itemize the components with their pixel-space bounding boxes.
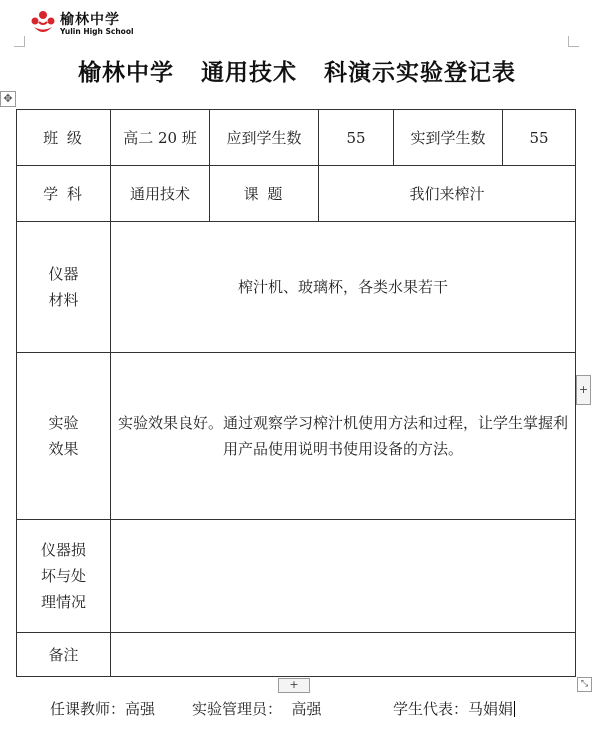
student-rep-line[interactable] bbox=[393, 698, 515, 719]
damage-value[interactable] bbox=[111, 520, 576, 633]
experiment-register-table bbox=[16, 109, 576, 677]
damage-label-line2: 坏与处 bbox=[40, 567, 86, 585]
add-column-button[interactable]: + bbox=[576, 375, 591, 405]
table-resize-handle-icon[interactable]: ⤡ bbox=[577, 677, 592, 692]
topic-value[interactable]: 我们来榨汁 bbox=[319, 166, 576, 222]
damage-label bbox=[17, 520, 111, 633]
equipment-label-line2: 材料 bbox=[48, 291, 79, 309]
expected-students-value[interactable]: 55 bbox=[319, 110, 394, 166]
table-row bbox=[17, 353, 576, 520]
table-row bbox=[17, 520, 576, 633]
topic-label: 课 题 bbox=[210, 166, 319, 222]
expected-students-label: 应到学生数 bbox=[210, 110, 319, 166]
actual-students-label: 实到学生数 bbox=[394, 110, 503, 166]
result-value[interactable]: 实验效果良好。通过观察学习榨汁机使用方法和过程，让学生掌握利用产品使用说明书使用设备的方法。 bbox=[111, 353, 576, 520]
damage-label-line1: 仪器损 bbox=[40, 541, 86, 559]
student-rep-signature: 学生代表：马娟娟 bbox=[393, 700, 514, 718]
class-value[interactable]: 高二 20 班 bbox=[111, 110, 210, 166]
margin-corner-right bbox=[568, 36, 579, 47]
remarks-value[interactable] bbox=[111, 633, 576, 677]
equipment-value[interactable]: 榨汁机、玻璃杯，各类水果若干 bbox=[111, 222, 576, 353]
actual-students-value[interactable]: 55 bbox=[503, 110, 576, 166]
text-cursor bbox=[514, 701, 515, 717]
teacher-signature: 任课教师：高强 bbox=[50, 700, 156, 718]
logo-text-en: Yulin High School bbox=[60, 27, 134, 36]
subject-value[interactable]: 通用技术 bbox=[111, 166, 210, 222]
lab-manager-signature: 实验管理员： 高强 bbox=[192, 700, 322, 718]
result-label-line1: 实验 bbox=[48, 414, 79, 432]
school-logo bbox=[30, 8, 140, 38]
logo-text-cn: 榆林中学 bbox=[60, 12, 120, 28]
result-label bbox=[17, 353, 111, 520]
equipment-label bbox=[17, 222, 111, 353]
table-move-handle-icon[interactable]: ✥ bbox=[0, 91, 16, 107]
table-row bbox=[17, 166, 576, 222]
remarks-label: 备注 bbox=[17, 633, 111, 677]
result-label-line2: 效果 bbox=[48, 440, 79, 458]
damage-label-line3: 理情况 bbox=[40, 593, 86, 611]
margin-corner-left bbox=[14, 36, 25, 47]
add-row-button[interactable]: + bbox=[278, 678, 310, 693]
equipment-label-line1: 仪器 bbox=[48, 265, 79, 283]
table-row bbox=[17, 633, 576, 677]
school-emblem-icon bbox=[30, 10, 56, 36]
table-row bbox=[17, 222, 576, 353]
subject-label: 学 科 bbox=[17, 166, 111, 222]
table-row bbox=[17, 110, 576, 166]
page-title: 榆林中学 通用技术 科演示实验登记表 bbox=[77, 60, 517, 86]
class-label: 班 级 bbox=[17, 110, 111, 166]
